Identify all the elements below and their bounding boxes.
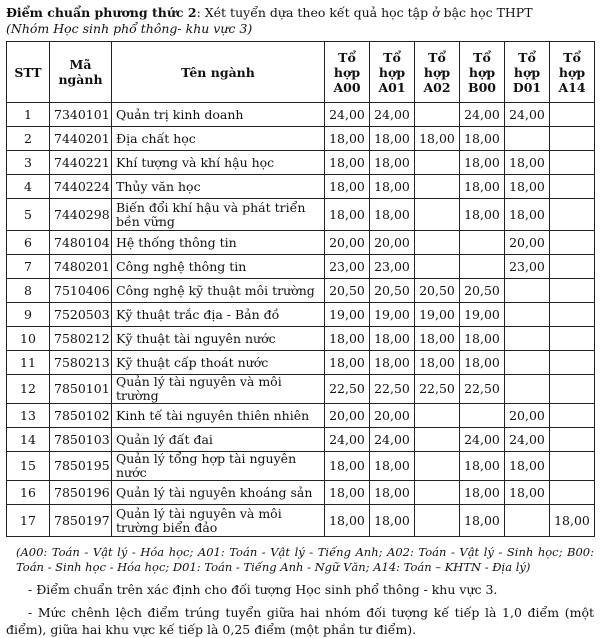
cell-a02: 18,00 bbox=[415, 127, 460, 151]
cell-a02 bbox=[415, 231, 460, 255]
cell-stt: 14 bbox=[7, 428, 50, 452]
cell-code: 7580213 bbox=[50, 351, 112, 375]
cell-a00: 18,00 bbox=[325, 199, 370, 231]
cell-d01: 24,00 bbox=[505, 103, 550, 127]
cell-a01: 19,00 bbox=[370, 303, 415, 327]
cell-a14 bbox=[550, 151, 595, 175]
cell-b00: 24,00 bbox=[460, 103, 505, 127]
cell-stt: 9 bbox=[7, 303, 50, 327]
cell-a01: 18,00 bbox=[370, 481, 415, 505]
table-row bbox=[7, 175, 595, 199]
table-row bbox=[7, 231, 595, 255]
cell-a01: 18,00 bbox=[370, 199, 415, 231]
cell-code: 7520503 bbox=[50, 303, 112, 327]
table-row bbox=[7, 103, 595, 127]
cell-name: Quản lý tài nguyên khoáng sản bbox=[112, 481, 325, 505]
cell-code: 7480201 bbox=[50, 255, 112, 279]
cell-a01: 18,00 bbox=[370, 127, 415, 151]
cell-name: Thủy văn học bbox=[112, 175, 325, 199]
cell-stt: 1 bbox=[7, 103, 50, 127]
cell-a01: 22,50 bbox=[370, 375, 415, 404]
cell-d01 bbox=[505, 279, 550, 303]
cell-a02: 22,50 bbox=[415, 375, 460, 404]
cell-b00 bbox=[460, 255, 505, 279]
cell-name: Hệ thống thông tin bbox=[112, 231, 325, 255]
cell-name: Địa chất học bbox=[112, 127, 325, 151]
cell-stt: 11 bbox=[7, 351, 50, 375]
admission-score-table bbox=[6, 41, 595, 537]
cell-a02: 18,00 bbox=[415, 327, 460, 351]
table-row bbox=[7, 404, 595, 428]
cell-d01: 18,00 bbox=[505, 199, 550, 231]
cell-a00: 18,00 bbox=[325, 452, 370, 481]
cell-a02 bbox=[415, 404, 460, 428]
cell-d01 bbox=[505, 351, 550, 375]
table-row bbox=[7, 199, 595, 231]
cell-code: 7850102 bbox=[50, 404, 112, 428]
cell-a00: 23,00 bbox=[325, 255, 370, 279]
cell-a14 bbox=[550, 327, 595, 351]
cell-a00: 18,00 bbox=[325, 127, 370, 151]
cell-code: 7340101 bbox=[50, 103, 112, 127]
cell-a00: 20,00 bbox=[325, 404, 370, 428]
cell-a01: 20,50 bbox=[370, 279, 415, 303]
cell-a00: 24,00 bbox=[325, 103, 370, 127]
table-row bbox=[7, 428, 595, 452]
cell-code: 7440201 bbox=[50, 127, 112, 151]
cell-code: 7510406 bbox=[50, 279, 112, 303]
table-row bbox=[7, 327, 595, 351]
cell-a02: 20,50 bbox=[415, 279, 460, 303]
cell-d01 bbox=[505, 327, 550, 351]
cell-b00 bbox=[460, 404, 505, 428]
cell-stt: 3 bbox=[7, 151, 50, 175]
table-row bbox=[7, 255, 595, 279]
cell-code: 7440298 bbox=[50, 199, 112, 231]
cell-d01: 23,00 bbox=[505, 255, 550, 279]
cell-a14 bbox=[550, 351, 595, 375]
header-stt: STT bbox=[7, 42, 50, 103]
cell-d01: 18,00 bbox=[505, 151, 550, 175]
cell-a02: 19,00 bbox=[415, 303, 460, 327]
cell-a01: 18,00 bbox=[370, 351, 415, 375]
table-body bbox=[7, 103, 595, 537]
cell-d01 bbox=[505, 127, 550, 151]
cell-a02 bbox=[415, 481, 460, 505]
cell-a14 bbox=[550, 404, 595, 428]
cell-a14 bbox=[550, 279, 595, 303]
cell-a01: 18,00 bbox=[370, 327, 415, 351]
table-row bbox=[7, 151, 595, 175]
cell-name: Kỹ thuật tài nguyên nước bbox=[112, 327, 325, 351]
cell-d01: 20,00 bbox=[505, 231, 550, 255]
cell-a01: 20,00 bbox=[370, 404, 415, 428]
cell-d01: 18,00 bbox=[505, 452, 550, 481]
cell-b00: 24,00 bbox=[460, 428, 505, 452]
cell-a02 bbox=[415, 452, 460, 481]
cell-a02: 18,00 bbox=[415, 351, 460, 375]
cell-a00: 18,00 bbox=[325, 481, 370, 505]
cell-name: Công nghệ kỹ thuật môi trường bbox=[112, 279, 325, 303]
cell-a14 bbox=[550, 255, 595, 279]
cell-stt: 7 bbox=[7, 255, 50, 279]
table-row bbox=[7, 279, 595, 303]
cell-name: Quản lý tài nguyên và môi trường bbox=[112, 375, 325, 404]
cell-b00: 19,00 bbox=[460, 303, 505, 327]
cell-a02 bbox=[415, 255, 460, 279]
heading-rest: : Xét tuyển dựa theo kết quả học tập ở bậc học THPT bbox=[196, 5, 533, 20]
cell-b00: 18,00 bbox=[460, 199, 505, 231]
header-name: Tên ngành bbox=[112, 42, 325, 103]
table-row bbox=[7, 481, 595, 505]
cell-b00: 18,00 bbox=[460, 151, 505, 175]
heading-bold: Điểm chuẩn phương thức 2 bbox=[6, 5, 197, 20]
cell-code: 7850195 bbox=[50, 452, 112, 481]
cell-b00: 18,00 bbox=[460, 127, 505, 151]
cell-a02 bbox=[415, 175, 460, 199]
header-code: Mã ngành bbox=[50, 42, 112, 103]
cell-b00: 20,50 bbox=[460, 279, 505, 303]
cell-name: Công nghệ thông tin bbox=[112, 255, 325, 279]
cell-stt: 17 bbox=[7, 505, 50, 537]
cell-stt: 10 bbox=[7, 327, 50, 351]
cell-d01: 18,00 bbox=[505, 481, 550, 505]
cell-a00: 19,00 bbox=[325, 303, 370, 327]
header-a02: Tổ hợp A02 bbox=[415, 42, 460, 103]
header-d01: Tổ hợp D01 bbox=[505, 42, 550, 103]
cell-b00: 18,00 bbox=[460, 175, 505, 199]
cell-a00: 18,00 bbox=[325, 151, 370, 175]
cell-a14 bbox=[550, 199, 595, 231]
table-row bbox=[7, 351, 595, 375]
cell-a14 bbox=[550, 127, 595, 151]
cell-code: 7440224 bbox=[50, 175, 112, 199]
header-a00: Tổ hợp A00 bbox=[325, 42, 370, 103]
cell-stt: 13 bbox=[7, 404, 50, 428]
cell-a14 bbox=[550, 231, 595, 255]
header-b00: Tổ hợp B00 bbox=[460, 42, 505, 103]
note-area: - Điểm chuẩn trên xác định cho đối tượng Học sinh phổ thông - khu vực 3. bbox=[28, 582, 498, 597]
cell-stt: 12 bbox=[7, 375, 50, 404]
cell-a00: 20,00 bbox=[325, 231, 370, 255]
cell-a00: 22,50 bbox=[325, 375, 370, 404]
cell-a14 bbox=[550, 303, 595, 327]
cell-stt: 16 bbox=[7, 481, 50, 505]
cell-a02 bbox=[415, 103, 460, 127]
cell-a02 bbox=[415, 199, 460, 231]
cell-code: 7440221 bbox=[50, 151, 112, 175]
cell-d01: 20,00 bbox=[505, 404, 550, 428]
cell-code: 7580212 bbox=[50, 327, 112, 351]
cell-a01: 18,00 bbox=[370, 452, 415, 481]
cell-a14 bbox=[550, 452, 595, 481]
cell-b00: 22,50 bbox=[460, 375, 505, 404]
cell-a01: 18,00 bbox=[370, 505, 415, 537]
cell-stt: 15 bbox=[7, 452, 50, 481]
cell-a02 bbox=[415, 151, 460, 175]
header-a01: Tổ hợp A01 bbox=[370, 42, 415, 103]
cell-a01: 20,00 bbox=[370, 231, 415, 255]
cell-stt: 4 bbox=[7, 175, 50, 199]
cell-a14 bbox=[550, 175, 595, 199]
cell-a02 bbox=[415, 505, 460, 537]
cell-code: 7850101 bbox=[50, 375, 112, 404]
cell-a00: 24,00 bbox=[325, 428, 370, 452]
cell-code: 7850103 bbox=[50, 428, 112, 452]
cell-b00: 18,00 bbox=[460, 505, 505, 537]
table-row bbox=[7, 505, 595, 537]
table-row bbox=[7, 303, 595, 327]
note-difference: - Mức chênh lệch điểm trúng tuyển giữa hai nhóm đối tượng kế tiếp là 1,0 điểm (một điểm), giữa hai khu vực kế tiếp là 0,25 điểm (một phần tư điểm). bbox=[6, 605, 594, 637]
cell-a00: 18,00 bbox=[325, 505, 370, 537]
cell-name: Kinh tế tài nguyên thiên nhiên bbox=[112, 404, 325, 428]
header-a14: Tổ hợp A14 bbox=[550, 42, 595, 103]
cell-b00 bbox=[460, 231, 505, 255]
cell-a14 bbox=[550, 103, 595, 127]
cell-code: 7480104 bbox=[50, 231, 112, 255]
cell-name: Quản trị kinh doanh bbox=[112, 103, 325, 127]
cell-name: Quản lý tổng hợp tài nguyên nước bbox=[112, 452, 325, 481]
cell-b00: 18,00 bbox=[460, 351, 505, 375]
cell-a02 bbox=[415, 428, 460, 452]
cell-a01: 24,00 bbox=[370, 428, 415, 452]
cell-d01: 18,00 bbox=[505, 175, 550, 199]
cell-d01 bbox=[505, 505, 550, 537]
cell-name: Quản lý tài nguyên và môi trường biển đảo bbox=[112, 505, 325, 537]
cell-name: Kỹ thuật trắc địa - Bản đồ bbox=[112, 303, 325, 327]
cell-a14 bbox=[550, 375, 595, 404]
cell-a14 bbox=[550, 481, 595, 505]
table-row bbox=[7, 452, 595, 481]
section-subheading: (Nhóm Học sinh phổ thông- khu vực 3) bbox=[6, 21, 253, 36]
cell-name: Khí tượng và khí hậu học bbox=[112, 151, 325, 175]
cell-a00: 18,00 bbox=[325, 327, 370, 351]
cell-a00: 18,00 bbox=[325, 175, 370, 199]
cell-a14: 18,00 bbox=[550, 505, 595, 537]
cell-b00: 18,00 bbox=[460, 327, 505, 351]
cell-d01 bbox=[505, 375, 550, 404]
cell-name: Biến đổi khí hậu và phát triển bền vững bbox=[112, 199, 325, 231]
cell-a00: 18,00 bbox=[325, 351, 370, 375]
cell-code: 7850196 bbox=[50, 481, 112, 505]
cell-a01: 23,00 bbox=[370, 255, 415, 279]
cell-b00: 18,00 bbox=[460, 452, 505, 481]
cell-a14 bbox=[550, 428, 595, 452]
cell-name: Quản lý đất đai bbox=[112, 428, 325, 452]
cell-stt: 2 bbox=[7, 127, 50, 151]
cell-code: 7850197 bbox=[50, 505, 112, 537]
cell-a01: 18,00 bbox=[370, 175, 415, 199]
table-row bbox=[7, 127, 595, 151]
section-heading bbox=[6, 4, 594, 21]
cell-d01 bbox=[505, 303, 550, 327]
table-header-row bbox=[7, 42, 595, 103]
cell-a01: 24,00 bbox=[370, 103, 415, 127]
table-row bbox=[7, 375, 595, 404]
cell-stt: 8 bbox=[7, 279, 50, 303]
cell-name: Kỹ thuật cấp thoát nước bbox=[112, 351, 325, 375]
cell-stt: 6 bbox=[7, 231, 50, 255]
combination-footnote: (A00: Toán - Vật lý - Hóa học; A01: Toán - Vật lý - Tiếng Anh; A02: Toán - Vật lý - Sinh học; B00: Toán - Sinh học - Hóa học; D01: Toán - Tiếng Anh - Ngữ Văn; A14: Toán – KHTN - Địa lý) bbox=[16, 545, 594, 574]
cell-a00: 20,50 bbox=[325, 279, 370, 303]
cell-a01: 18,00 bbox=[370, 151, 415, 175]
cell-b00: 18,00 bbox=[460, 481, 505, 505]
cell-stt: 5 bbox=[7, 199, 50, 231]
cell-d01: 24,00 bbox=[505, 428, 550, 452]
